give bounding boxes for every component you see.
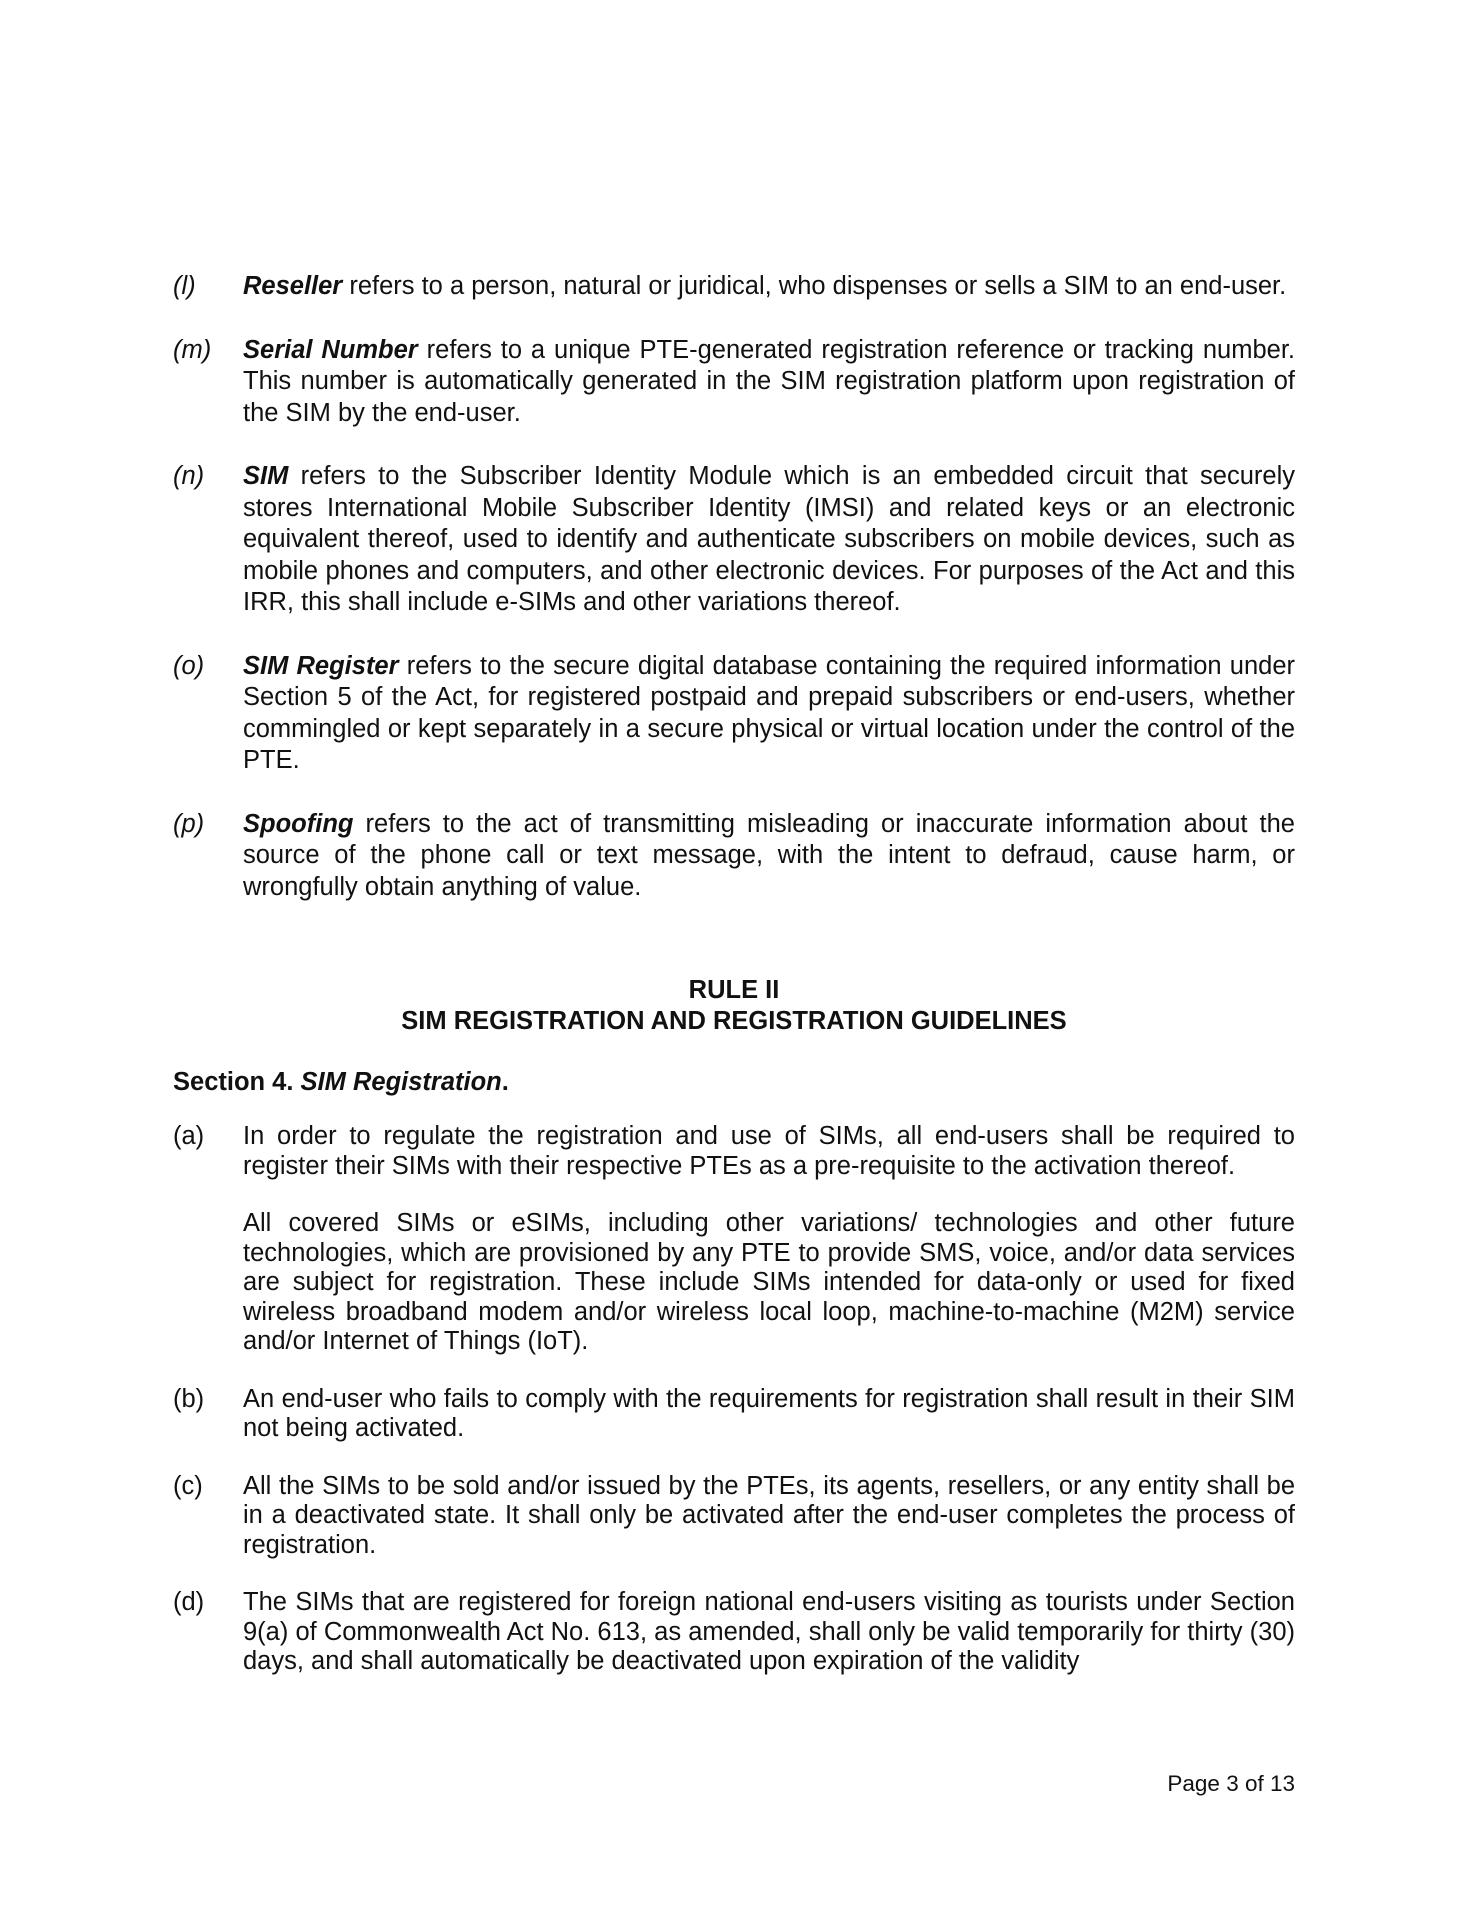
item-paragraph: The SIMs that are registered for foreign national end-users visiting as tourists under Section 9(a) of Commonwealth Act No. 613, as amended, shall only be valid temporarily for thirty (30) days, and shall automatically be deactivated upon expiration of the validity bbox=[243, 1588, 1295, 1675]
item-text bbox=[243, 1472, 1295, 1561]
definition-body: refers to the act of transmitting misleading or inaccurate information about the source of the phone call or text message, with the intent to defraud, cause harm, or wrongfully obtain anything of value. bbox=[243, 809, 1295, 901]
definition-term: SIM Register bbox=[243, 651, 399, 680]
definition-term: SIM bbox=[243, 462, 289, 490]
definition-m bbox=[173, 335, 1295, 430]
item-text bbox=[243, 1588, 1295, 1677]
item-paragraph: In order to regulate the registration and use of SIMs, all end-users shall be required to register their SIMs with their respective PTEs as a pre-requisite to the activation thereof. bbox=[243, 1122, 1295, 1180]
section-prefix: Section 4. bbox=[173, 1068, 301, 1096]
item-label: (b) bbox=[173, 1384, 205, 1413]
definition-p bbox=[173, 809, 1295, 904]
definition-label: (o) bbox=[173, 651, 205, 680]
section-item-b bbox=[173, 1385, 1295, 1444]
item-paragraph: All covered SIMs or eSIMs, including other variations/ technologies and other future technologies, which are provisioned by any PTE to provide SMS, voice, and/or data services are subject for registration. These include SIMs intended for data-only or used for fixed wireless broadband modem and/or wireless local loop, machine-to-machine (M2M) service and/or Internet of Things (IoT). bbox=[243, 1209, 1295, 1355]
definition-label: (l) bbox=[173, 272, 196, 300]
section-heading bbox=[173, 1067, 1295, 1098]
item-text bbox=[243, 1385, 1295, 1444]
definition-text bbox=[243, 809, 1295, 904]
section-item-a bbox=[173, 1122, 1295, 1357]
definition-o bbox=[173, 651, 1295, 777]
definition-label: (m) bbox=[173, 335, 212, 364]
definition-text bbox=[243, 461, 1295, 619]
rule-heading bbox=[173, 975, 1295, 1037]
item-label: (c) bbox=[173, 1471, 203, 1500]
definition-body: refers to a unique PTE-generated registration reference or tracking number. This number is automatically generated in the SIM registration platform upon registration of the SIM by the end-user. bbox=[243, 335, 1295, 427]
definition-label: (p) bbox=[173, 809, 205, 838]
rule-title: SIM REGISTRATION AND REGISTRATION GUIDELINES bbox=[401, 1007, 1067, 1035]
definition-text bbox=[243, 335, 1295, 430]
definition-body: refers to the Subscriber Identity Module which is an embedded circuit that securely stores International Mobile Subscriber Identity (IMSI) and related keys or an electronic equivalent thereof, used to identify and authenticate subscribers on mobile devices, such as mobile phones and computers, and other electronic devices. For purposes of the Act and this IRR, this shall include e-SIMs and other variations thereof. bbox=[243, 462, 1295, 616]
page-content bbox=[173, 271, 1295, 1705]
rule-number: RULE II bbox=[688, 976, 780, 1004]
section-suffix: . bbox=[501, 1068, 509, 1096]
definition-body: refers to the secure digital database containing the required information under Section 5 of the Act, for registered postpaid and prepaid subscribers or end-users, whether commingled or kept separately in a secure physical or virtual location under the control of the PTE. bbox=[243, 651, 1295, 774]
definition-text bbox=[243, 651, 1295, 777]
item-text bbox=[243, 1122, 1295, 1357]
definition-label: (n) bbox=[173, 462, 205, 490]
item-label: (d) bbox=[173, 1588, 205, 1616]
definition-l bbox=[173, 271, 1295, 303]
definition-body: refers to a person, natural or juridical, who dispenses or sells a SIM to an end-user. bbox=[342, 272, 1287, 300]
item-label: (a) bbox=[173, 1122, 205, 1150]
definition-text bbox=[243, 271, 1295, 303]
definition-n bbox=[173, 461, 1295, 619]
page-number: Page 3 of 13 bbox=[1167, 1771, 1295, 1796]
section-item-c bbox=[173, 1472, 1295, 1561]
definition-term: Serial Number bbox=[243, 335, 418, 364]
section-item-d bbox=[173, 1588, 1295, 1677]
definition-term: Reseller bbox=[243, 272, 343, 300]
section-title: SIM Registration bbox=[300, 1068, 502, 1096]
item-paragraph: An end-user who fails to comply with the requirements for registration shall result in their SIM not being activated. bbox=[243, 1384, 1295, 1442]
definition-term: Spoofing bbox=[243, 809, 354, 838]
item-paragraph: All the SIMs to be sold and/or issued by the PTEs, its agents, resellers, or any entity shall be in a deactivated state. It shall only be activated after the end-user completes the process of registration. bbox=[243, 1471, 1295, 1559]
